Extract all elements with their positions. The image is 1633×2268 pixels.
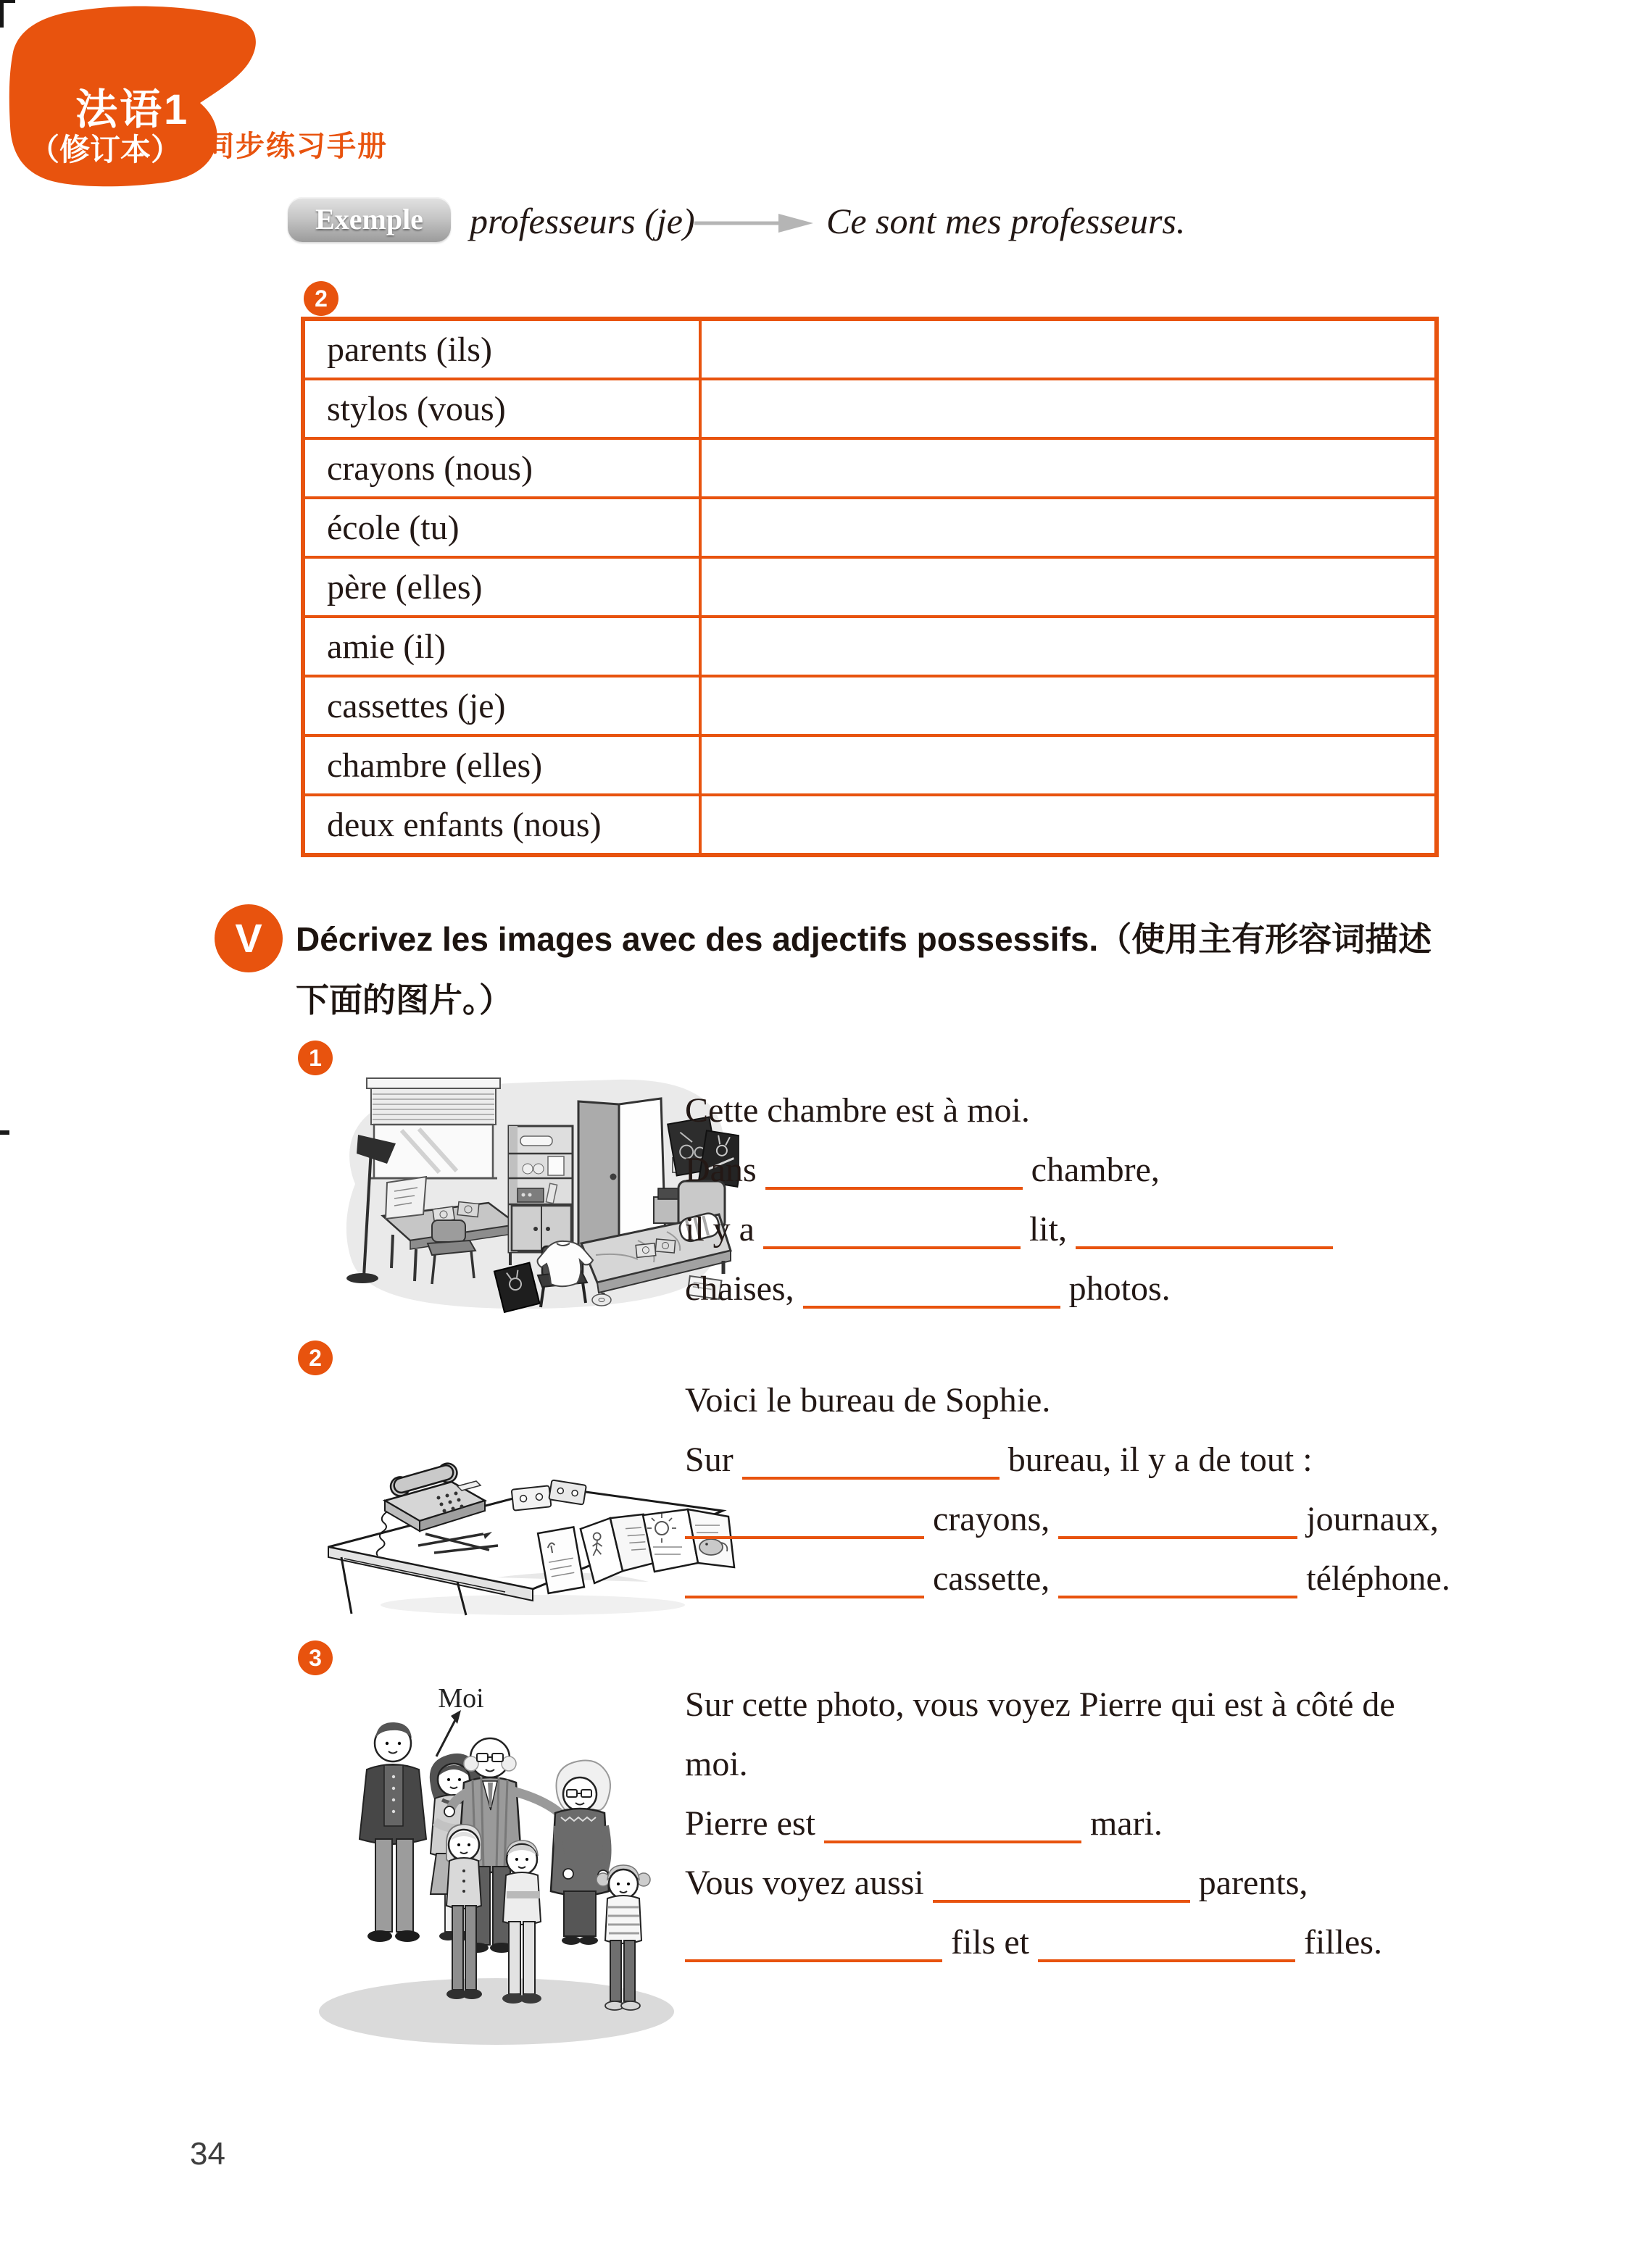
- table-cell-prompt: école (tu): [303, 498, 700, 557]
- line-text: fils et: [942, 1923, 1038, 1961]
- fill-in-blank: [763, 1209, 1021, 1249]
- moi-arrow-icon: [436, 1717, 457, 1756]
- table-row: [303, 498, 1437, 557]
- table-row: [303, 438, 1437, 498]
- fill-in-blank: [685, 1498, 924, 1539]
- table-row: [303, 735, 1437, 795]
- table-row: [303, 557, 1437, 617]
- table-cell-answer-empty: [700, 379, 1437, 438]
- fill-in-blank: [685, 1922, 942, 1962]
- fill-in-blank: [1058, 1498, 1297, 1539]
- table-cell-prompt: parents (ils): [303, 319, 700, 379]
- example-badge: Exemple: [288, 197, 451, 242]
- item-number-badge: 3: [298, 1640, 333, 1675]
- line-text: filles.: [1295, 1923, 1382, 1961]
- section-title-line2: 下面的图片。）: [296, 981, 512, 1019]
- table-cell-prompt: père (elles): [303, 557, 700, 617]
- table-cell-answer-empty: [700, 438, 1437, 498]
- exercise-line: [685, 1141, 1475, 1200]
- line-text: crayons,: [924, 1500, 1059, 1538]
- table-cell-answer-empty: [700, 795, 1437, 855]
- item-number-badge: 2: [298, 1341, 333, 1375]
- page-number: 34: [190, 2136, 225, 2172]
- exercise-line: [685, 1675, 1475, 1735]
- table-cell-prompt: cassettes (je): [303, 676, 700, 735]
- exercise-line: [685, 1490, 1475, 1549]
- desk-illustration: [315, 1373, 736, 1619]
- exercise-text-block: [685, 1081, 1475, 1319]
- table-cell-answer-empty: [700, 735, 1437, 795]
- exercise-line: [685, 1735, 1475, 1794]
- table-cell-prompt: crayons (nous): [303, 438, 700, 498]
- exercise-line: [685, 1371, 1475, 1430]
- line-text: Sur cette photo, vous voyez Pierre qui est à côté de: [685, 1685, 1395, 1724]
- fill-in-blank: [742, 1439, 1000, 1480]
- line-text: chambre,: [1022, 1151, 1160, 1189]
- line-text: lit,: [1020, 1210, 1076, 1248]
- line-text: Sur: [685, 1441, 742, 1479]
- exercise-number-badge: 2: [304, 281, 338, 316]
- exercise-line: [685, 1854, 1475, 1913]
- bedroom-illustration: [326, 1061, 739, 1318]
- example-arrow-icon: [693, 209, 816, 238]
- line-text: chaises,: [685, 1270, 803, 1308]
- series-title: 同步练习手册: [205, 130, 388, 162]
- fill-in-blank: [1058, 1558, 1297, 1598]
- exercise-line: [685, 1259, 1475, 1319]
- exercise-line: [685, 1549, 1475, 1609]
- shelf-unit: [509, 1126, 573, 1252]
- line-text: cassette,: [924, 1559, 1059, 1598]
- fill-in-blank: [824, 1803, 1081, 1843]
- table-row: [303, 379, 1437, 438]
- logo-subtitle: （修订本）: [29, 133, 182, 167]
- table-cell-prompt: stylos (vous): [303, 379, 700, 438]
- line-text: téléphone.: [1297, 1559, 1450, 1598]
- exercise-text-block: [685, 1371, 1475, 1609]
- exercise-line: [685, 1913, 1475, 1972]
- fill-in-blank: [933, 1862, 1190, 1903]
- exercise-text-block: [685, 1675, 1475, 1972]
- line-text: mari.: [1081, 1804, 1163, 1843]
- fill-in-blank: [1038, 1922, 1295, 1962]
- fill-in-table: [301, 317, 1439, 857]
- exercise-line: [685, 1081, 1475, 1141]
- table-cell-prompt: amie (il): [303, 617, 700, 676]
- line-text: bureau, il y a de tout :: [999, 1441, 1313, 1479]
- line-text: Pierre est: [685, 1804, 824, 1843]
- exercise-line: [685, 1794, 1475, 1854]
- grandmother-figure: [551, 1761, 610, 1945]
- line-text: Voici le bureau de Sophie.: [685, 1381, 1051, 1419]
- item-number-badge: 1: [298, 1041, 333, 1075]
- moi-caption: Moi: [438, 1683, 484, 1714]
- table-row: [303, 319, 1437, 379]
- section-numeral-badge: V: [215, 904, 283, 972]
- example-prompt: professeurs (je): [470, 201, 695, 241]
- table-cell-prompt: deux enfants (nous): [303, 795, 700, 855]
- line-text: journaux,: [1297, 1500, 1439, 1538]
- line-text: moi.: [685, 1745, 748, 1783]
- table-cell-answer-empty: [700, 557, 1437, 617]
- line-text: photos.: [1060, 1270, 1171, 1308]
- fill-in-blank: [803, 1268, 1060, 1309]
- example-answer: Ce sont mes professeurs.: [826, 201, 1186, 241]
- exercise-line: [685, 1430, 1475, 1490]
- logo-title: 法语1: [75, 86, 190, 133]
- line-text: Cette chambre est à moi.: [685, 1091, 1030, 1130]
- exercise-line: [685, 1200, 1475, 1259]
- table-cell-prompt: chambre (elles): [303, 735, 700, 795]
- line-text: il y a: [685, 1210, 763, 1248]
- table-row: [303, 795, 1437, 855]
- fill-in-blank: [685, 1558, 924, 1598]
- section-title: [296, 909, 1470, 1030]
- print-edge-tick: [0, 1130, 9, 1135]
- family-illustration: [312, 1677, 736, 2068]
- section-title-line1: Décrivez les images avec des adjectifs possessifs.（使用主有形容词描述: [296, 920, 1432, 958]
- line-text: parents,: [1189, 1864, 1308, 1902]
- table-row: [303, 676, 1437, 735]
- fill-in-blank: [765, 1149, 1023, 1190]
- fill-in-blank: [1076, 1209, 1333, 1249]
- table-cell-answer-empty: [700, 617, 1437, 676]
- line-text: Dans: [685, 1151, 765, 1189]
- line-text: Vous voyez aussi: [685, 1864, 933, 1902]
- table-row: [303, 617, 1437, 676]
- table-cell-answer-empty: [700, 676, 1437, 735]
- father-figure: [360, 1722, 426, 1942]
- table-cell-answer-empty: [700, 498, 1437, 557]
- table-cell-answer-empty: [700, 319, 1437, 379]
